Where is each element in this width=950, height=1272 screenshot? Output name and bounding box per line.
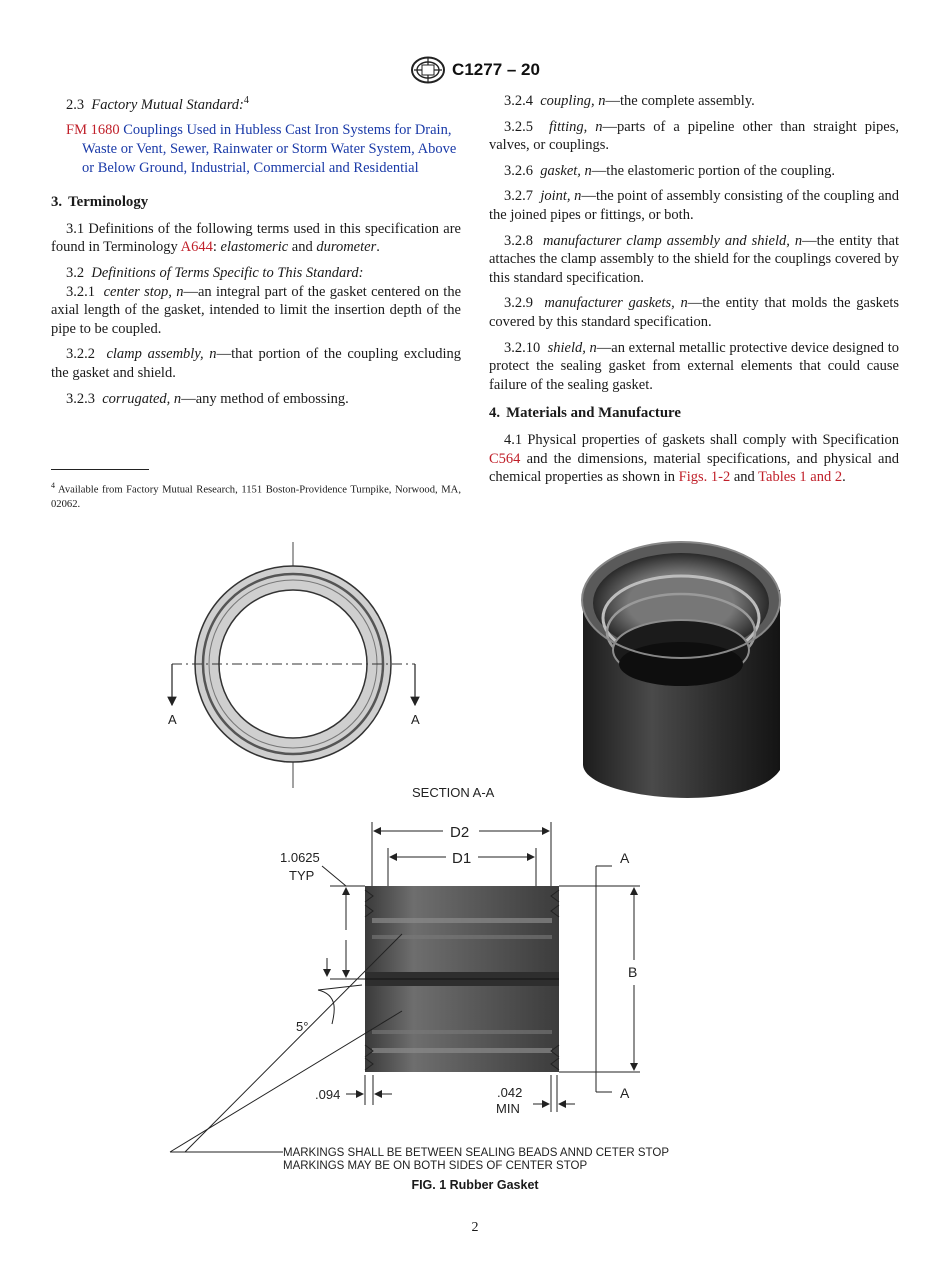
marking-note-1: MARKINGS SHALL BE BETWEEN SEALING BEADS ANND CETER STOP	[283, 1147, 669, 1159]
definition-3-2-2: 3.2.2 clamp assembly, n—that portion of the coupling excluding the gasket and shield.	[51, 346, 462, 381]
left-column	[51, 92, 461, 415]
gasket-section-view	[170, 822, 640, 1152]
definition-3-2-9: 3.2.9 manufacturer gaskets, n—the entity that molds the gaskets covered by this standard specification.	[489, 295, 899, 330]
definition-3-2-6: 3.2.6 gasket, n—the elastomeric portion of the coupling.	[504, 162, 836, 179]
dimension-b: B	[628, 964, 638, 980]
section-marker-right: A	[411, 712, 420, 727]
paragraph-3-1: 3.1 Definitions of the following terms used in this specification are found in Terminology A644: elastomeric and durometer.	[51, 220, 461, 256]
a644-link[interactable]: A644	[180, 239, 213, 256]
dimension-042: .042	[497, 1085, 523, 1100]
dimension-d2: D2	[450, 824, 470, 841]
right-column	[489, 92, 899, 494]
page-header	[0, 56, 950, 89]
dimension-a-top: A	[620, 850, 630, 866]
dimension-5-degree: 5°	[296, 1019, 309, 1034]
page-number: 2	[471, 1220, 479, 1235]
section-2-3-heading: 2.3 Factory Mutual Standard:$^4$	[66, 95, 249, 113]
definition-3-2-10: 3.2.10 shield, n—an external metallic protective device designed to protect the sealing gasket from external elements that could cause failure of the sealing gasket.	[489, 339, 899, 393]
tables-1-2-link[interactable]: Tables 1 and 2	[758, 469, 843, 486]
gasket-front-view	[168, 542, 420, 788]
section-3-2-heading: 3.2 Definitions of Terms Specific to This Standard:	[66, 264, 364, 281]
dimension-094: .094	[315, 1087, 341, 1102]
figure-caption: FIG. 1 Rubber Gasket	[411, 1178, 539, 1192]
definition-3-2-1: 3.2.1 center stop, n—an integral part of the gasket centered on the axial length of the gasket, intended to limit the insertion depth of the pipe to be coupled.	[51, 283, 461, 337]
section-4-heading: 4. Materials and Manufacture	[489, 405, 681, 422]
section-3-heading: 3. Terminology	[51, 194, 149, 211]
fm-1680-title[interactable]: Couplings Used in Hubless Cast Iron Systems for Drain, Waste or Vent, Sewer, Rainwater or Storm Water System, Above or Below Ground, Industrial, Commercial and Residential	[82, 122, 457, 176]
gasket-3d-view	[582, 542, 780, 798]
footnote-divider	[51, 469, 149, 470]
section-marker-left: A	[168, 712, 177, 727]
figure-1-rubber-gasket	[0, 530, 950, 1200]
section-a-a-label: SECTION A-A	[412, 785, 495, 800]
footnote-4: $^4$ Available from Factory Mutual Research, 1151 Boston-Providence Turnpike, Norwood, MA, 02062.	[51, 481, 461, 511]
marking-note-2: MARKINGS MAY BE ON BOTH SIDES OF CENTER STOP	[283, 1160, 588, 1172]
paragraph-4-1: 4.1 Physical properties of gaskets shall comply with Specification C564 and the dimensions, material specifications, and physical and chemical properties as shown in Figs. 1-2 and Tables 1 and 2.	[489, 431, 899, 486]
c564-link[interactable]: C564	[489, 450, 521, 467]
dimension-1-0625: 1.0625	[280, 850, 320, 865]
definition-3-2-4: 3.2.4 coupling, n—the complete assembly.	[504, 93, 755, 109]
fm-1680-link[interactable]: FM 1680	[66, 122, 120, 139]
standard-designation: C1277 – 20	[452, 60, 540, 79]
fm-1680-reference	[51, 121, 461, 177]
dimension-min: MIN	[496, 1101, 520, 1116]
definition-3-2-5: 3.2.5 fitting, n—parts of a pipeline other than straight pipes, valves, or couplings.	[489, 118, 899, 154]
dimension-d1: D1	[452, 850, 472, 867]
dimension-a-bottom: A	[620, 1085, 630, 1101]
figs-1-2-link[interactable]: Figs. 1-2	[678, 469, 731, 486]
dimension-typ: TYP	[289, 868, 315, 883]
astm-logo-icon	[410, 56, 446, 84]
definition-3-2-8: 3.2.8 manufacturer clamp assembly and shield, n—the entity that attaches the clamp assembly to the shield for the couplings covered by this standard specification.	[489, 232, 900, 286]
definition-3-2-7: 3.2.7 joint, n—the point of assembly consisting of the coupling and the joined pipes or fittings, or both.	[489, 188, 900, 223]
definition-3-2-3: 3.2.3 corrugated, n—any method of embossing.	[66, 390, 349, 407]
